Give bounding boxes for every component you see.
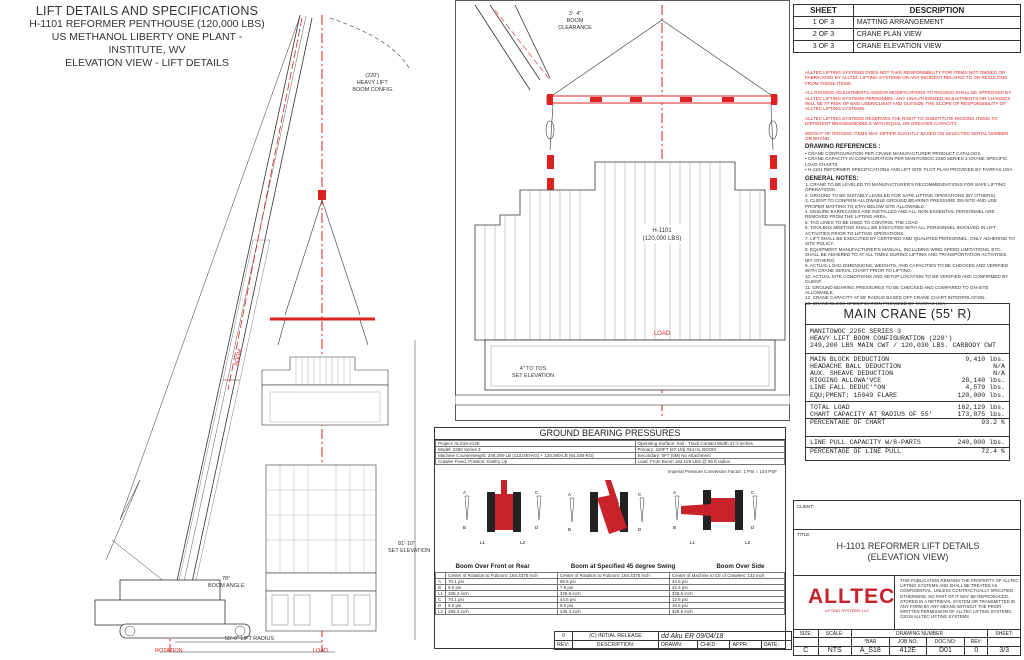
penthouse-body — [262, 385, 388, 425]
table-row: L1 258.3 inch 326.9 inch 328.5 inch — [436, 591, 785, 597]
deduction-row: EQU;PMENT: 15049 FLARE 120,000 lbs. — [810, 391, 1005, 399]
main-crane-box — [805, 303, 1010, 461]
penthouse-roof — [262, 357, 388, 385]
case-label: Boom at Specified 45 degree Swing — [570, 563, 676, 570]
note-item: 5. TAG LINES TO BE USED TO CONTROL THE LOAD — [805, 219, 918, 225]
deduction-row: HEADACHE BALL DEDUCTION N/A — [810, 362, 1005, 370]
doc-value: D01 — [926, 646, 965, 655]
rev-description: (C) INITIAL RELEASE — [573, 632, 659, 641]
crane-config: HEAVY LIFT BOOM CONFIGURATION (220') — [810, 335, 953, 343]
table-row: L2 258.3 inch 236.3 inch 328.5 inch — [436, 609, 785, 615]
rigging-slings — [278, 200, 368, 345]
note-item: 3. CLIENT TO CONFIRM ALLOWABLE GROUND BEARING PRESSURE ON-SITE AND USE PROPER MATTING TO STAY BELOW SITE ALLOWABLE. — [805, 198, 997, 209]
rigging-detail-view — [455, 0, 790, 425]
reformer-structure — [266, 465, 376, 573]
case-label: Boom Over Front or Rear — [455, 563, 530, 570]
boom-red-line — [228, 18, 302, 390]
sheet-cell: 1 OF 3 — [794, 17, 854, 29]
description-col-header: DESCRIPTION — [853, 5, 1020, 17]
table-row: D 9.0 psi 9.0 psi 10.6 psi — [436, 603, 785, 609]
note-item: 9. ACTUAL LOAD DIMENSIONS, WEIGHTS, AND CAPACITIES TO BE CHECKED AND VERIFIED WITH CRANE SERIAL CHART PRIOR TO LIFTING. — [805, 263, 1009, 274]
header-line-3: US METHANOL LIBERTY ONE PLANT - INSTITUTE, WV — [51, 31, 243, 56]
size-value: C — [794, 646, 819, 655]
scale-label: SCALE: — [818, 630, 851, 638]
detail-load-label: LOAD — [653, 331, 671, 337]
table-row: B 9.0 psi 7.8 psi 42.4 psi — [436, 585, 785, 591]
penthouse-load — [475, 162, 785, 340]
logo-name: ALLTEC — [808, 585, 896, 608]
gbp-diagrams — [435, 474, 785, 562]
disclaimer: WEIGHT OF RIGGING ITEMS MAY DIFFER SLIGHTLY BASED ON SELECTED SERIAL NUMBER OR BRAND. — [805, 130, 1009, 142]
desc-cell: CRANE ELEVATION VIEW — [853, 41, 1020, 53]
gbp-results-table: Center of Rotation to Fulcrum: 184.4375 inch Center of Rotation to Fulcrum: 184.4375 inch Center of Machine to Ctr of Crawlers: 132 inch A 70.1 psi 69.6 psi 44.5 psi B 9.0 psi 7.8 psi 42.4 psi L1 258.3 inch 326.9 inch 328.5 inch C 70.1 psi 44.5 psi 12.6 psi D 9.0 psi 9.0 psi 10.6 psi L2 258.3 inch 236.3 inch 328.5 inch — [435, 572, 785, 615]
load-label: LOAD — [313, 648, 328, 654]
drawing-number-table: SIZE: SCALE: DRAWING NUMBER SHEET: *BAR JOB NO: DOC NO: REV: C NTS A_S18 412E D01 0 3/3 — [793, 629, 1021, 656]
case-label: Boom Over Side — [716, 563, 765, 570]
note-item: 8. EQUIPMENT MANUFACTURER'S MANUAL, INCLUDING WIND SPEED LIMITATIONS, ETC. SHALL BE ADHERED TO AT ALL TIMES DURING LIFTING AND TRANSPORTATION ACTIVITIES. (BY OTHERS) — [805, 246, 1008, 263]
note-item: 2. GROUND TO BE SUITABLY LEVELED FOR SAFE LIFTING OPERATIONS (BY OTHERS). — [805, 192, 997, 198]
deduction-row: AUX. SHEAVE DEDUCTION N/A — [810, 370, 1005, 378]
crane-model: MANITOWOC 225C SERIES 3 — [810, 328, 902, 335]
ref-item: • CRANE CONFIGURATION PER CRANE MANUFACTURER PRODUCT CATALOGS — [805, 150, 981, 156]
svg-text:C: C — [535, 490, 539, 495]
total-row: CHART CAPACITY AT RADIUS OF 55' 173,875 lbs. — [810, 411, 1005, 419]
over-side-diagram — [673, 490, 757, 545]
total-row: PERCENTAGE OF CHART 93.2 % — [806, 418, 1009, 426]
ref-item: • H-1101 REFORMER SPECIFICATIONS AND LIFT SITE PLOT PLAN PROVIDED BY FAIRFAX USA. — [805, 167, 1014, 173]
note-item: 6. TOOLBOX MEETING SHALL BE EXECUTED WITH ALL PERSONNEL INVOLVED IN LIFT ACTIVITIES PRIOR TO LIFTING OPERATIONS. — [805, 225, 996, 236]
disclaimer: ALL RIGGING ADJUSTMENTS AND/OR MODIFICATIONS TO RIGGING SHALL BE APPROVED BY ALLTEC LIFTING SYSTEMS PERSONNEL. ANY UNAUTHORIZED ADJUSTMENTS OR CHANGES WILL BE AT RISK OF END USER/CLIENT AND OUTSIDE THE SCOPE OF RESPONSIBILITY OF ALLTEC LIFTING SYSTEMS. — [805, 90, 1012, 112]
svg-text:B: B — [463, 525, 467, 530]
svg-text:L2: L2 — [520, 540, 526, 545]
sheet-col-header: SHEET — [794, 5, 854, 17]
table-row — [794, 29, 1021, 41]
sheet-cell: 2 OF 3 — [794, 29, 854, 41]
svg-text:B: B — [673, 525, 677, 530]
sheet-cell: 3 OF 3 — [794, 41, 854, 53]
boom-config-line: (220') — [365, 73, 380, 79]
alltec-logo — [808, 585, 896, 616]
boom-arc — [330, 18, 410, 70]
gbp-conversion-factor: Imperial Pressure Conversion Factor: 1 PSI = 144 PSF — [667, 469, 777, 474]
deduction-row: MAIN BLOCK DEDUCTION 9,410 lbs. — [810, 355, 1005, 363]
header-line-2: H-1101 REFORMER PENTHOUSE (120,000 LBS) — [29, 18, 265, 30]
note-item: 13. CRANE BLOCK SPECIFICATION PROVIDED BY FAIRFAX USA. — [805, 300, 947, 306]
drawing-title: LIFT DETAILS AND SPECIFICATIONS — [35, 4, 259, 18]
crane-cwt: 249,200 LBS MAIN CWT / 120,030 LBS. CARBODY CWT — [810, 342, 996, 350]
table-row — [794, 17, 1021, 29]
total-row: TOTAL LOAD 162,129 lbs. — [810, 403, 1005, 411]
line-pull-row: PERCENTAGE OF LINE PULL 72.4 % — [806, 447, 1009, 455]
sheet-value: 3/3 — [988, 646, 1021, 655]
boom-config-line: HEAVY LIFT — [356, 80, 388, 86]
table-row: A 70.1 psi 69.6 psi 44.5 psi — [436, 579, 785, 585]
drawing-number-label: DRAWING NUMBER — [851, 630, 988, 638]
note-item: 10. ACTUAL SITE CONDITIONS AND SETUP LOCATION TO BE VERIFIED AND CONFIRMED BY CLIENT. — [805, 273, 1009, 285]
gbp-case-labels — [435, 563, 785, 570]
boom-angle-label: 78° BOOM ANGLE — [208, 576, 245, 589]
svg-text:A: A — [463, 490, 467, 495]
disclaimer: ALLTEC LIFTING SYSTEMS DOES NOT TAKE RESPONSIBILITY FOR ITEMS NOT OWNED OR FABRICATED BY ALLTEC LIFTING SYSTEMS OR ANY INCIDENT RELATED TO OR RESULTING FROM THOSE ITEMS — [805, 70, 1008, 86]
drawing-title-line: H-1101 REFORMER LIFT DETAILS — [836, 541, 980, 551]
svg-text:D: D — [535, 525, 539, 530]
table-row — [555, 632, 792, 641]
boom-config-line: BOOM CONFIG. — [352, 87, 394, 93]
svg-text:D: D — [638, 527, 642, 532]
logo-subtitle: LIFTING SYSTEMS LLC — [824, 608, 869, 613]
notes-panel — [805, 70, 1015, 306]
clearance-label: 3'- 4" BOOM CLEARANCE — [558, 11, 592, 31]
sheet-index-table — [793, 4, 1021, 53]
table-row: C 70.1 psi 44.5 psi 12.6 psi — [436, 597, 785, 603]
main-crane-title: MAIN CRANE (55' R) — [806, 304, 1009, 325]
svg-text:A: A — [568, 492, 572, 497]
svg-text:L2: L2 — [745, 540, 751, 545]
drawing-refs-heading: DRAWING REFERENCES : — [805, 144, 881, 151]
svg-text:D: D — [751, 525, 755, 530]
client-label: CLIENT: — [797, 504, 814, 509]
tos-label: 4" TO TOS SET ELEVATION — [511, 366, 555, 379]
front-rear-diagram — [463, 480, 541, 545]
table-row — [794, 41, 1021, 53]
gbp-info-table: Project: ALS18-412E Operating Surface: Soil - Track Contact Width 47.3 inches Model: 2250 Series 3 Primary: 220FT (67.1M) #44 HL BOOM Machine Counterweight: 249,200-LB (113,040-KG) + 120,000-LB (54,430-KG) Secondary: 0FT (0M) No Attachment Crawler Fixed, Position: Gantry Up Load: From Boom 162,129 LBS @ 55 ft radius — [435, 440, 785, 465]
ref-item: • CRANE CAPACITY IN CONFIGURATION PER MANITOWOC 2250 SERIES 3 CRANE SPECIFIC LOAD CHARTS — [805, 156, 1008, 167]
ground-bearing-pressures — [434, 427, 786, 649]
desc-cell: CRANE PLAN VIEW — [853, 29, 1020, 41]
svg-text:C: C — [751, 490, 755, 495]
general-notes-heading: GENERAL NOTES: — [805, 175, 859, 182]
header-line-4: ELEVATION VIEW - LIFT DETAILS — [65, 57, 229, 69]
note-item: 1. CRANE TO BE LEVELED TO MANUFACTURER'S RECOMMENDATIONS FOR SAFE LIFTING OPERATIONS. — [805, 181, 1006, 193]
scale-value: NTS — [818, 646, 851, 655]
svg-text:L1: L1 — [480, 540, 486, 545]
deduction-row: LINE FALL DEDUC'"ON 4,579 lbs. — [810, 384, 1005, 392]
title-label: TITLE: — [797, 532, 811, 537]
svg-text:L1: L1 — [690, 540, 696, 545]
svg-text:A: A — [673, 490, 677, 495]
size-label: SIZE: — [794, 630, 819, 638]
boom-label: BOOM — [234, 348, 244, 367]
crane-carbody — [95, 600, 225, 625]
gbp-title: GROUND BEARING PRESSURES — [435, 428, 785, 440]
note-item: 12. CRANE CAPACITY AT 55' RADIUS BASED OFF CRANE CHART INTERPOLATION. — [805, 295, 986, 301]
job-value: 412E — [889, 646, 926, 655]
svg-text:B: B — [568, 527, 572, 532]
note-item: 4. ENSURE BARRICADES ARE INSTALLED AND ALL NON-ESSENTIAL PERSONNEL ARE REMOVED FROM THE LIFTING AREA. — [805, 208, 995, 220]
line-pull-row: LINE PULL CAPACITY W/8-PARTS 240,000 lbs. — [810, 439, 1005, 447]
set-elevation-label: 81'-10" SET ELEVATION — [388, 541, 431, 554]
note-item: 7. LIFT SHALL BE EXECUTED BY CERTIFIED AND QUALIFIED PERSONNEL, ONLY ADHERING TO SITE POLICY. — [805, 235, 1015, 247]
disclaimer: ALLTEC LIFTING SYSTEMS RESERVES THE RIGHT TO SUBSTITUTE RIGGING ITEMS TO DIFFERENT BRANDS/MODELS WITH EQUAL OR GREATER CAPACITY. — [805, 115, 998, 127]
revision-table: 0 (C) INITIAL RELEASE dd Aku ER 09/04/18 REV: DESCRIPTION: DRAWN: CHKD: APPR: DATE: — [554, 631, 792, 650]
elevation-view — [0, 0, 440, 660]
rev-signatures: dd Aku ER 09/04/18 — [659, 632, 792, 641]
boom-tip — [475, 5, 550, 90]
rotation-label: ROTATION — [155, 648, 183, 654]
swing-45-diagram — [568, 480, 644, 534]
desc-cell: MATTING ARRANGEMENT — [853, 17, 1020, 29]
rev-value: 0 — [965, 646, 988, 655]
radius-label: 55'-0" LIFT RADIUS — [225, 636, 275, 642]
boom-lattice — [177, 240, 270, 590]
note-item: 11. GROUND BEARING PRESSURES TO BE CHECKED AND COMPARED TO ON-SITE ALLOWABLE. — [805, 284, 989, 296]
drawing-title-line: (ELEVATION VIEW) — [867, 552, 949, 562]
deduction-row: RIGGING ALLOWA'VCE 28,140 lbs. — [810, 377, 1005, 385]
drawing-title-block — [794, 541, 1022, 563]
property-notice: THIS PUBLICATION REMAINS THE PROPERTY OF ALLTEC LIFTING SYSTEMS AND SHALL BE TREATED AS CONFIDENTIAL, UNLESS CONTRACTUALLY SPECIFIED OTHERWISE. NO PART OF IT MAY BE REPRODUCED, STORED IN A RETRIEVAL SYSTEM OR TRANSMITTED IN ANY FORM BY ANY MEANS WITHOUT THE PRIOR WRITTEN PERMISSION OF ALLTEC LIFTING SYSTEMS. ©2018 ALLTEC LIFTING SYSTEMS — [900, 578, 1019, 620]
detail-spreader-bar — [547, 96, 777, 103]
boom-config-label — [352, 73, 394, 93]
bar-value: A_S18 — [851, 646, 889, 655]
svg-text:C: C — [638, 492, 642, 497]
load-name-label: H-1101 (120,000 LBS) — [642, 228, 682, 242]
sheet-label: SHEET: — [988, 630, 1021, 638]
hook-block — [318, 190, 326, 200]
rev-number: 0 — [555, 632, 573, 641]
